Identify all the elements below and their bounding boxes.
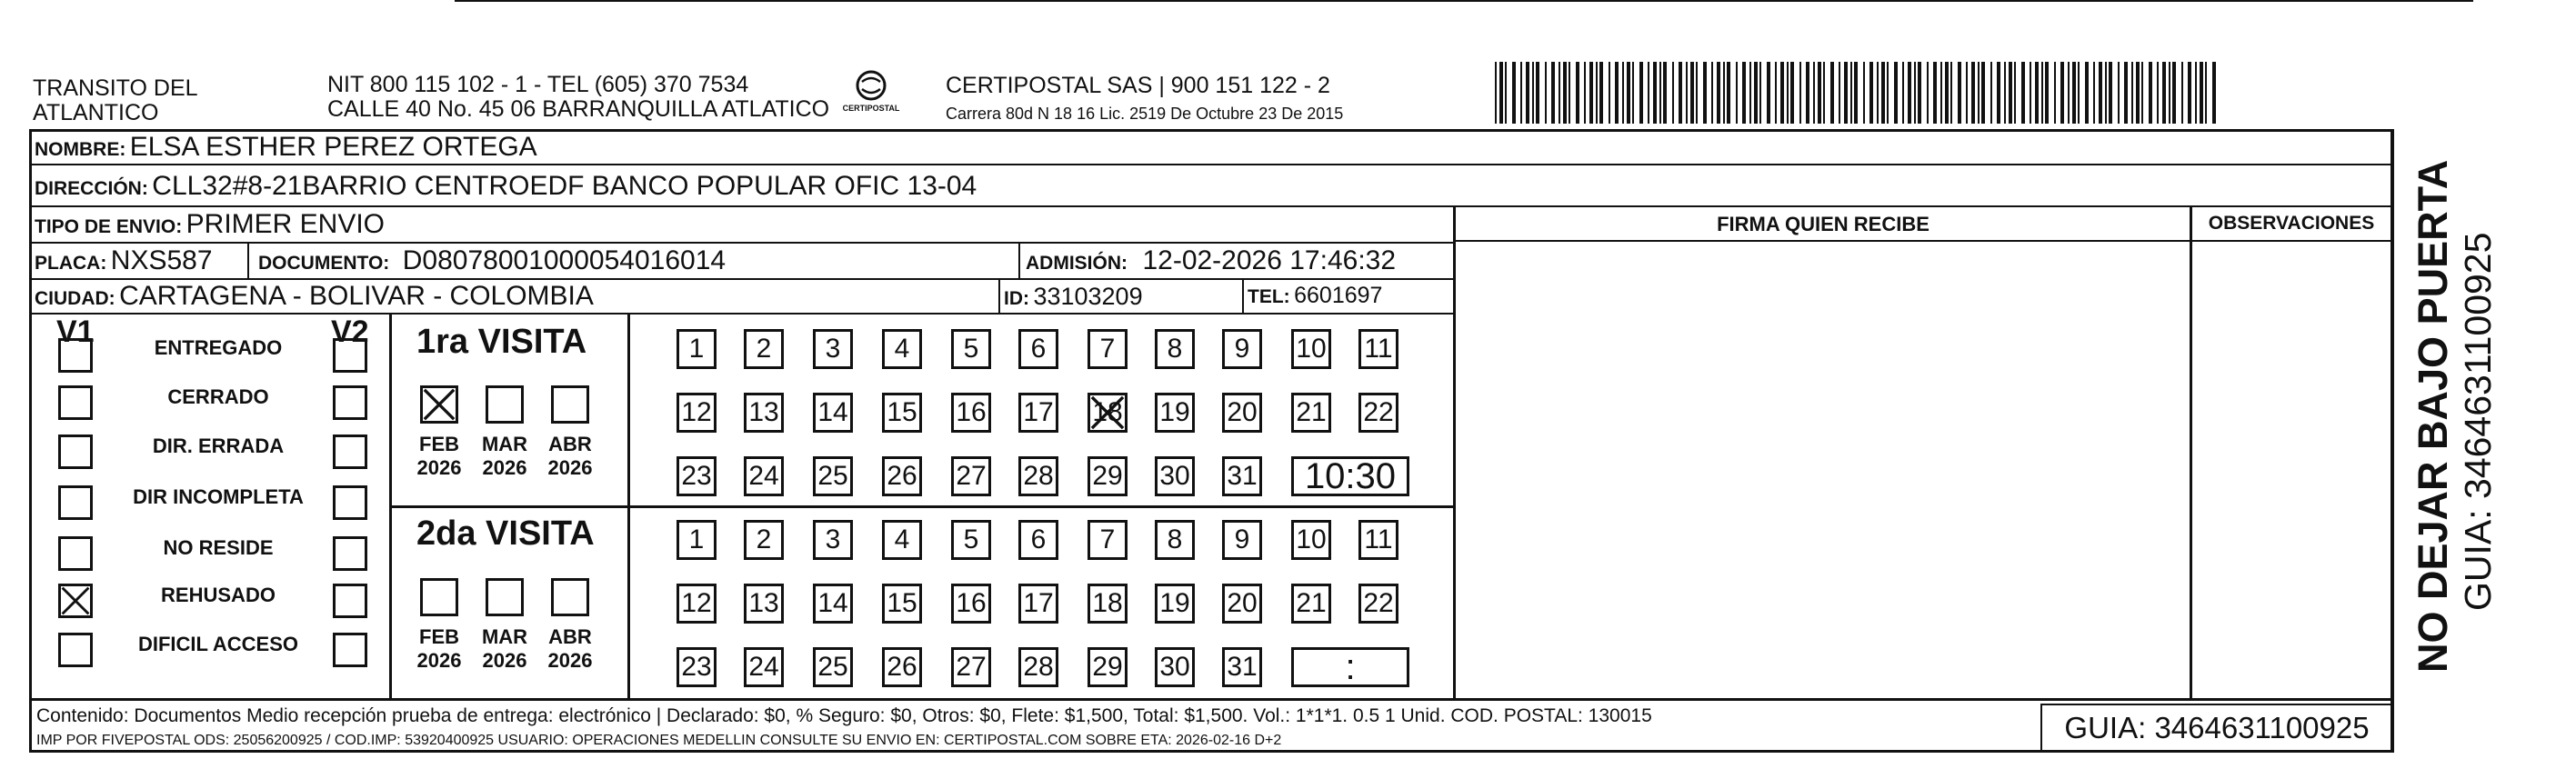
barcode-bar [1736,62,1738,124]
day-box-26[interactable]: 26 [882,456,922,496]
day-box-27[interactable]: 27 [951,647,991,687]
barcode-bar [1569,62,1570,124]
barcode-bar [1823,62,1825,124]
day-box-11[interactable]: 11 [1358,329,1398,369]
firma-left-divider [1453,205,1456,700]
id-row [1004,283,1143,311]
v1-checkbox-entregado[interactable] [58,338,93,373]
barcode-bar [2030,62,2031,124]
admision-row [1026,245,1396,276]
reason-label: NO RESIDE [163,536,274,559]
ciudad-value: CARTAGENA - BOLIVAR - COLOMBIA [119,281,594,311]
row-line-1 [29,164,2393,165]
barcode-bar [2200,62,2203,124]
barcode-bar [1839,62,1840,124]
day-box-21[interactable]: 21 [1291,584,1331,624]
barcode-bar [1536,62,1539,124]
barcode-bar [1894,62,1898,124]
observaciones-label: OBSERVACIONES [2208,213,2375,234]
day-box-22[interactable]: 22 [1358,393,1398,433]
nombre-row [35,132,537,163]
ciudad-label: CIUDAD: [35,288,115,309]
barcode-bar [1940,62,1942,124]
v1-checkbox-dificil-acceso[interactable] [58,633,93,667]
day-box-17[interactable]: 17 [1018,584,1058,624]
second-visit-title: 2da VISITA [416,514,595,553]
barcode-bar [1520,62,1522,124]
address-line: CALLE 40 No. 45 06 BARRANQUILLA ATLATICO [327,96,830,122]
barcode-bar [2149,62,2152,124]
barcode-bar [1818,62,1821,124]
v2-checkbox-dir-errada[interactable] [333,434,367,469]
barcode-bar [1663,62,1667,124]
v2-label: V2 [331,315,369,349]
barcode-bar [1813,62,1815,124]
barcode-bar [2188,62,2191,124]
side-warning: NO DEJAR BAJO PUERTA [2410,159,2456,673]
month-label: MAR 2026 [481,625,528,672]
month-label: FEB 2026 [416,625,462,672]
day-box-14[interactable]: 14 [813,393,853,433]
day-box-29[interactable]: 29 [1088,456,1128,496]
barcode-bar [1844,62,1848,124]
tel-label: TEL: [1248,286,1290,307]
day-box-28[interactable]: 28 [1018,647,1058,687]
barcode-bar [1933,62,1937,124]
v1-checkbox-dir-errada[interactable] [58,434,93,469]
top-edge-line [455,0,2473,2]
barcode-bar [1887,62,1889,124]
day-box-21[interactable]: 21 [1291,393,1331,433]
barcode-bar [2118,62,2120,124]
barcode-bar [1727,62,1730,124]
day-box-2[interactable]: 2 [744,520,784,560]
v2-checkbox-entregado[interactable] [333,338,367,373]
barcode-bar [2009,62,2012,124]
day-box-7[interactable]: 7 [1088,520,1128,560]
firma-header-line [1453,240,2393,242]
month-checkbox-feb[interactable] [420,578,458,616]
barcode-bar [1950,62,1952,124]
imp-line: IMP POR FIVEPOSTAL ODS: 25056200925 / COD.IMP: 53920400925 USUARIO: OPERACIONES MEDELLIN CONSULTE SU ENVIO EN: CERTIPOSTAL.COM SOBRE ETA: 2026-02-16 D+2 [36,733,1282,748]
barcode-bar [1495,62,1497,124]
day-box-11[interactable]: 11 [1358,520,1398,560]
sender-line-1: TRANSITO DEL [33,75,198,101]
day-box-1[interactable]: 1 [677,329,717,369]
barcode-bar [1981,62,1985,124]
reason-label: ENTREGADO [154,336,283,359]
barcode-bar [1653,62,1657,124]
day-box-16[interactable]: 16 [951,393,991,433]
day-box-28[interactable]: 28 [1018,456,1058,496]
contents-line: Contenido: Documentos Medio recepción prueba de entrega: electrónico | Declarado: $0, % Seguro: $0, Otros: $0, Flete: $1,500, Total: $1,500. Vol.: 1*1*1. 0.5 1 Unid. COD. POSTAL: 130015 [36,705,1652,726]
observ-divider [2190,205,2192,700]
courier-info [946,73,1455,124]
first-visit-title: 1ra VISITA [416,323,587,361]
barcode-bar [1908,62,1911,124]
barcode-bar [2131,62,2133,124]
barcode-bar [1881,62,1885,124]
nombre-value: ELSA ESTHER PEREZ ORTEGA [129,132,537,162]
side-text [2410,159,2564,673]
barcode-bar [1599,62,1603,124]
barcode-bar [1545,62,1547,124]
barcode-bar [2041,62,2043,124]
month-checkbox-abr[interactable] [551,385,589,424]
barcode [1495,62,2218,124]
v2-checkbox-no-reside[interactable] [333,536,367,571]
certipostal-logo [835,69,907,116]
reason-label: DIR. ERRADA [152,434,285,457]
day-box-3[interactable]: 3 [813,329,853,369]
license-line: Carrera 80d N 18 16 Lic. 2519 De Octubre 23 De 2015 [946,105,1344,123]
barcode-bar [2099,62,2102,124]
tel-row [1248,283,1382,309]
barcode-bar [1615,62,1619,124]
barcode-bar [1639,62,1643,124]
row-line-5 [29,313,1455,315]
barcode-bar [1754,62,1758,124]
barcode-bar [1596,62,1598,124]
reason-label: DIR INCOMPLETA [133,485,304,508]
day-box-20[interactable]: 20 [1222,584,1262,624]
v1-checkbox-dir-incompleta[interactable] [58,485,93,520]
day-box-23[interactable]: 23 [677,456,717,496]
placa-label: PLACA: [35,253,107,274]
day-box-31[interactable]: 31 [1222,456,1262,496]
day-box-24[interactable]: 24 [744,456,784,496]
id-value: 33103209 [1033,283,1143,310]
barcode-bar [2078,62,2080,124]
barcode-bar [1742,62,1746,124]
barcode-bar [2045,62,2049,124]
documento-row [258,245,726,276]
barcode-bar [2085,62,2089,124]
placa-row [35,245,213,276]
barcode-bar [2035,62,2039,124]
barcode-bar [1854,62,1858,124]
day-box-22[interactable]: 22 [1358,584,1398,624]
day-box-27[interactable]: 27 [951,456,991,496]
day-box-20[interactable]: 20 [1222,393,1262,433]
barcode-bar [1659,62,1661,124]
day-box-4[interactable]: 4 [882,329,922,369]
barcode-bar [1672,62,1674,124]
barcode-bar [2068,62,2070,124]
barcode-bar [1830,62,1834,124]
barcode-bar [2105,62,2107,124]
month-label: ABR 2026 [547,433,593,479]
placa-divider [247,242,249,278]
barcode-bar [1717,62,1720,124]
ciudad-row [35,281,594,312]
direccion-row [35,171,977,202]
barcode-bar [1902,62,1904,124]
barcode-bar [1869,62,1873,124]
barcode-bar [2093,62,2095,124]
barcode-bar [1723,62,1725,124]
day-box-18[interactable]: 18 [1088,393,1128,433]
day-box-12[interactable]: 12 [677,584,717,624]
day-box-15[interactable]: 15 [882,584,922,624]
barcode-bar [2004,62,2006,124]
day-box-24[interactable]: 24 [744,647,784,687]
barcode-bar [1978,62,1980,124]
barcode-bar [1711,62,1713,124]
day-box-19[interactable]: 19 [1155,393,1195,433]
barcode-bar [1997,62,2000,124]
day-box-1[interactable]: 1 [677,520,717,560]
month-checkbox-abr[interactable] [551,578,589,616]
day-box-4[interactable]: 4 [882,520,922,560]
barcode-bar [1990,62,1992,124]
row-line-4 [29,278,1455,280]
day-box-7[interactable]: 7 [1088,329,1128,369]
barcode-bar [1749,62,1751,124]
barcode-bar [2072,62,2076,124]
day-box-13[interactable]: 13 [744,393,784,433]
visit-time-box[interactable]: 10:30 [1291,456,1409,496]
barcode-bar [2060,62,2064,124]
barcode-bar [1584,62,1586,124]
barcode-bar [1505,62,1507,124]
side-column-divider [2391,129,2394,753]
barcode-bar [1806,62,1809,124]
v1-label: V1 [56,315,95,349]
barcode-bar [2181,62,2183,124]
day-box-9[interactable]: 9 [1222,520,1262,560]
day-box-10[interactable]: 10 [1291,329,1331,369]
firma-label: FIRMA QUIEN RECIBE [1717,213,1929,235]
day-box-13[interactable]: 13 [744,584,784,624]
direccion-value: CLL32#8-21BARRIO CENTROEDF BANCO POPULAR OFIC 13-04 [152,171,977,201]
barcode-bar [1686,62,1688,124]
barcode-bar [1914,62,1916,124]
day-box-10[interactable]: 10 [1291,520,1331,560]
month-checkbox-mar[interactable] [486,578,524,616]
month-label: MAR 2026 [481,433,528,479]
courier-line: CERTIPOSTAL SAS | 900 151 122 - 2 [946,73,1330,98]
barcode-bar [2195,62,2197,124]
day-box-23[interactable]: 23 [677,647,717,687]
direccion-label: DIRECCIÓN: [35,178,148,199]
sender-name [33,76,306,125]
tel-value: 6601697 [1294,283,1383,308]
barcode-bar [1850,62,1852,124]
tipo-value: PRIMER ENVIO [185,209,386,239]
day-box-25[interactable]: 25 [813,647,853,687]
barcode-bar [1877,62,1879,124]
day-box-9[interactable]: 9 [1222,329,1262,369]
day-box-6[interactable]: 6 [1018,329,1058,369]
barcode-bar [1532,62,1534,124]
visit-time-box[interactable]: : [1291,647,1409,687]
id-label: ID: [1004,288,1029,309]
barcode-bar [1609,62,1610,124]
barcode-bar [2014,62,2016,124]
visit-row-divider [389,505,1455,508]
tipo-label: TIPO DE ENVIO: [35,216,183,237]
barcode-bar [1690,62,1694,124]
barcode-bar [1632,62,1634,124]
reason-label: CERRADO [167,385,269,408]
barcode-bar [1787,62,1789,124]
barcode-bar [2136,62,2140,124]
month-checkbox-feb[interactable] [420,385,458,424]
day-box-15[interactable]: 15 [882,393,922,433]
barcode-bar [1971,62,1975,124]
day-box-12[interactable]: 12 [677,393,717,433]
barcode-bar [2124,62,2128,124]
day-box-2[interactable]: 2 [744,329,784,369]
reason-label: DIFICIL ACCESO [137,633,298,655]
day-box-8[interactable]: 8 [1155,520,1195,560]
v1-checkbox-no-reside[interactable] [58,536,93,571]
sender-contact [327,73,837,122]
barcode-bar [2157,62,2159,124]
day-box-25[interactable]: 25 [813,456,853,496]
barcode-bar [1576,62,1579,124]
sender-line-2: ATLANTICO [33,100,159,125]
barcode-bar [1767,62,1770,124]
admision-divider [1018,242,1020,278]
v2-checkbox-dir-incompleta[interactable] [333,485,367,520]
barcode-bar [1622,62,1624,124]
barcode-bar [2212,62,2216,124]
barcode-bar [1958,62,1961,124]
barcode-bar [1563,62,1567,124]
v2-checkbox-dificil-acceso[interactable] [333,633,367,667]
barcode-bar [2141,62,2143,124]
barcode-bar [1551,62,1555,124]
footer-top-line [29,698,2393,701]
barcode-bar [1918,62,1921,124]
id-divider [998,278,1000,313]
day-box-19[interactable]: 19 [1155,584,1195,624]
v1-checkbox-cerrado[interactable] [58,385,93,420]
barcode-bar [1512,62,1516,124]
day-box-8[interactable]: 8 [1155,329,1195,369]
day-box-17[interactable]: 17 [1018,393,1058,433]
barcode-bar [1775,62,1777,124]
day-box-6[interactable]: 6 [1018,520,1058,560]
documento-label: DOCUMENTO: [258,253,390,274]
guia-footer: GUIA: 3464631100925 [2064,711,2370,744]
barcode-bar [1526,62,1529,124]
tel-divider [1242,278,1244,313]
barcode-bar [1799,62,1801,124]
documento-value: D08078001000054016014 [402,245,727,275]
day-box-16[interactable]: 16 [951,584,991,624]
barcode-bar [1790,62,1794,124]
tipo-row [35,209,385,240]
side-guia: GUIA: 3464631100925 [2457,232,2499,611]
barcode-bar [1927,62,1929,124]
barcode-bar [2109,62,2112,124]
v2-checkbox-rehusado[interactable] [333,584,367,618]
nombre-label: NOMBRE: [35,139,126,160]
barcode-bar [1589,62,1593,124]
barcode-bar [2205,62,2207,124]
day-box-30[interactable]: 30 [1155,647,1195,687]
day-box-26[interactable]: 26 [882,647,922,687]
day-box-30[interactable]: 30 [1155,456,1195,496]
barcode-bar [1679,62,1682,124]
barcode-bar [1945,62,1949,124]
logo-text: CERTIPOSTAL [842,104,900,113]
v1-checkbox-rehusado[interactable] [58,584,93,618]
barcode-bar [2172,62,2176,124]
placa-value: NXS587 [110,245,213,275]
row-line-2 [29,205,2393,207]
barcode-bar [2162,62,2166,124]
day-box-14[interactable]: 14 [813,584,853,624]
barcode-bar [1703,62,1707,124]
barcode-bar [2021,62,2025,124]
nit-line: NIT 800 115 102 - 1 - TEL (605) 370 7534 [327,72,749,97]
barcode-bar [1559,62,1560,124]
day-box-29[interactable]: 29 [1088,647,1128,687]
barcode-bar [1499,62,1503,124]
barcode-bar [1966,62,1968,124]
v2-checkbox-cerrado[interactable] [333,385,367,420]
month-checkbox-mar[interactable] [486,385,524,424]
barcode-bar [1759,62,1761,124]
barcode-bar [2169,62,2170,124]
day-box-31[interactable]: 31 [1222,647,1262,687]
reason-label: REHUSADO [161,584,276,606]
barcode-bar [1780,62,1784,124]
admision-value: 12-02-2026 17:46:32 [1142,245,1397,275]
day-box-18[interactable]: 18 [1088,584,1128,624]
barcode-bar [1696,62,1698,124]
month-label: FEB 2026 [416,433,462,479]
admision-label: ADMISIÓN: [1026,253,1128,274]
day-box-5[interactable]: 5 [951,520,991,560]
barcode-bar [2054,62,2056,124]
day-box-5[interactable]: 5 [951,329,991,369]
barcode-bar [1648,62,1649,124]
month-label: ABR 2026 [547,625,593,672]
day-box-3[interactable]: 3 [813,520,853,560]
barcode-bar [1627,62,1630,124]
row-line-3 [29,242,1455,244]
barcode-bar [1863,62,1865,124]
